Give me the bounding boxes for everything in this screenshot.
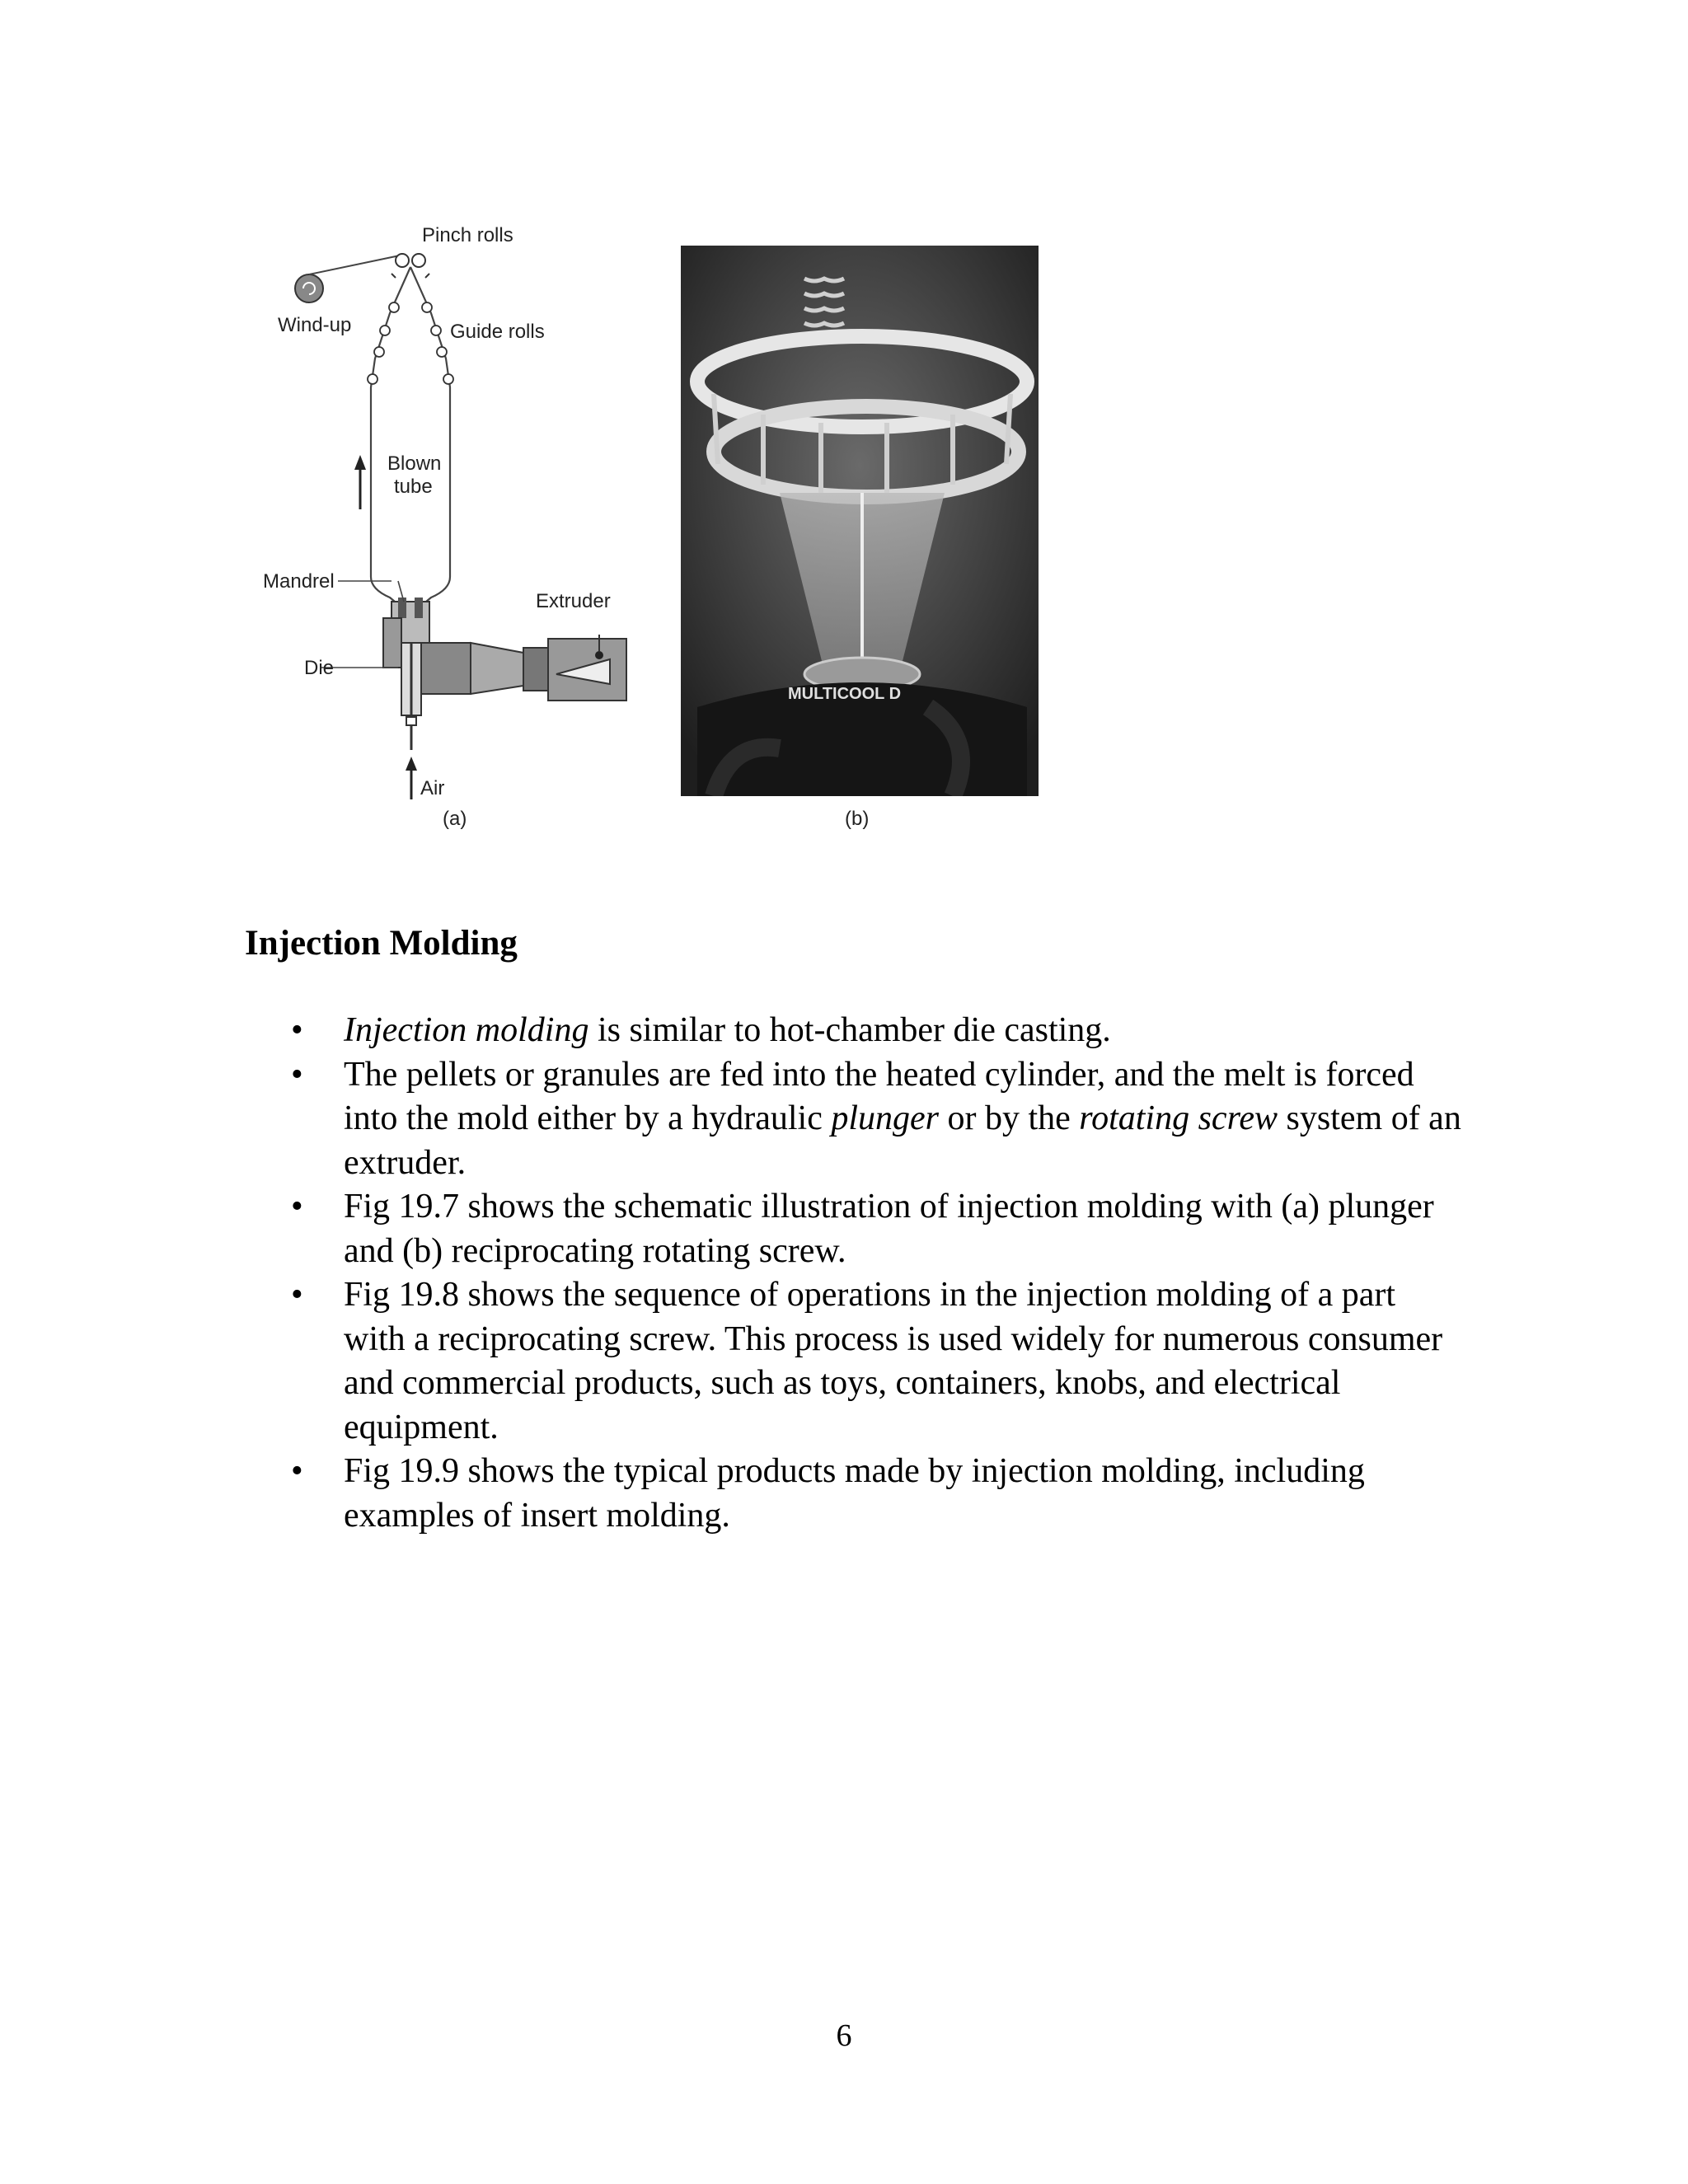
page-number: 6 xyxy=(836,2018,852,2053)
section-heading: Injection Molding xyxy=(245,924,518,963)
bullet-icon: • xyxy=(291,1452,303,1490)
list-item: • The pellets or granules are fed into the heated cylinder, and the melt is forced into the mold either by a hydraulic plunger or by the rotating screw system of an extruder. xyxy=(291,1053,1461,1186)
bullet-icon: • xyxy=(291,1055,303,1094)
blown-film-diagram xyxy=(260,223,635,837)
bullet-icon: • xyxy=(291,1011,303,1049)
label-tube: tube xyxy=(394,476,433,498)
bullet-icon: • xyxy=(291,1276,303,1314)
list-item: • Fig 19.7 shows the schematic illustration of injection molding with (a) plunger and (b) reciprocating rotating screw. xyxy=(291,1185,1461,1273)
label-die: Die xyxy=(304,657,335,679)
label-wind-up: Wind-up xyxy=(278,314,352,336)
label-mandrel: Mandrel xyxy=(263,570,335,593)
label-air: Air xyxy=(420,777,445,799)
blown-film-photo xyxy=(681,246,1039,796)
caption-b: (b) xyxy=(845,808,870,830)
list-item: • Fig 19.8 shows the sequence of operations in the injection molding of a part with a reciprocating screw. This process is used widely for numerous consumer and commercial products, such as toys, containers, knobs, and electrical equipment. xyxy=(291,1273,1461,1450)
film-line xyxy=(309,255,400,274)
pinch-rolls xyxy=(392,254,429,278)
bullet-icon: • xyxy=(291,1188,303,1226)
list-item: • Injection molding is similar to hot-chamber die casting. xyxy=(291,1009,1461,1053)
blown-tube xyxy=(371,267,450,606)
label-guide-rolls: Guide rolls xyxy=(450,321,545,343)
label-blown: Blown xyxy=(387,452,442,475)
bullet-list xyxy=(291,1009,1461,1538)
photo-machine-label: MULTICOOL D xyxy=(788,685,902,703)
label-pinch-rolls: Pinch rolls xyxy=(422,224,513,246)
caption-a: (a) xyxy=(443,808,467,830)
extruder xyxy=(421,635,626,701)
up-arrow-icon xyxy=(354,455,366,509)
air-arrow-icon xyxy=(406,757,417,799)
label-extruder: Extruder xyxy=(536,590,611,612)
list-item: • Fig 19.9 shows the typical products made by injection molding, including examples of insert molding. xyxy=(291,1450,1461,1538)
wind-up-roll xyxy=(295,274,323,302)
